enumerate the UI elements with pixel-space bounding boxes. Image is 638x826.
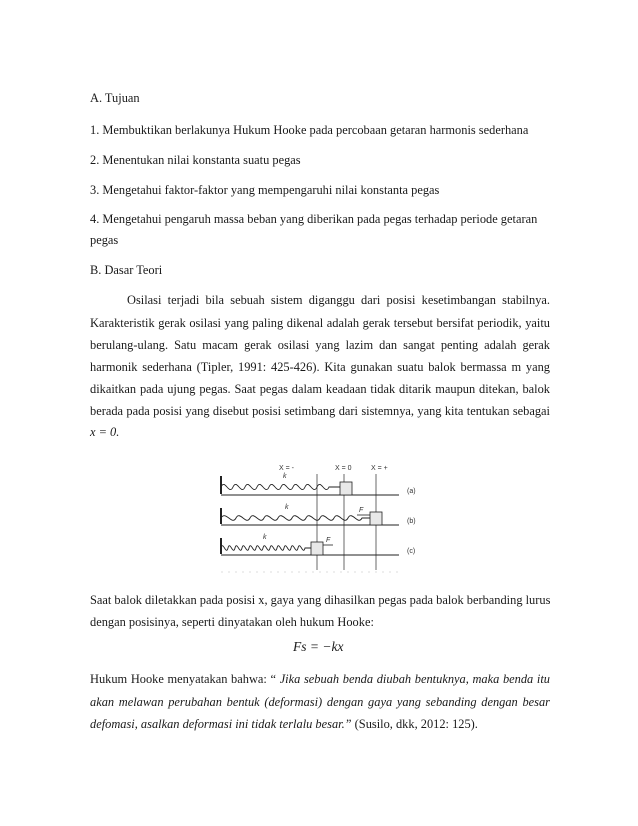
hooke-law-equation: Fs = −kx <box>293 639 344 654</box>
label-x-minus: X = - <box>279 465 294 472</box>
spring-label-b: k <box>285 504 289 511</box>
paragraph-1-line-4: harmonik sederhana (Tipler, 1991: 425-426). Kita gunakan suatu balok bermassa m yang <box>90 360 550 374</box>
paragraph-2-line-2: dengan posisinya, seperti dinyatakan oleh hukum Hooke: <box>90 615 374 629</box>
objective-item-4: 4. Mengetahui pengaruh massa beban yang diberikan pada pegas terhadap periode getaran <box>90 212 538 226</box>
spring-b <box>221 516 370 521</box>
section-a-heading: A. Tujuan <box>90 91 140 105</box>
force-label-b: F <box>359 507 364 514</box>
spring-label-c: k <box>263 534 267 541</box>
label-x-plus: X = + <box>371 465 388 472</box>
spring-c <box>221 546 311 551</box>
paragraph-1-line-1: Osilasi terjadi bila sebuah sistem diganggu dari posisi kesetimbangan stabilnya. <box>127 293 550 307</box>
objective-item-4-continued: pegas <box>90 233 119 247</box>
paragraph-1-line-5: dikaitkan pada ujung pegas. Saat pegas dalam keadaan tidak ditarik maupun ditekan, balok <box>90 382 550 396</box>
spring-mass-figure <box>213 458 445 578</box>
label-x-zero: X = 0 <box>335 465 352 472</box>
force-label-c: F <box>326 537 331 544</box>
paragraph-1-line-2: Karakteristik gerak osilasi yang paling dikenal adalah gerak tersebut bersifat periodik, yaitu <box>90 316 550 330</box>
paragraph-1-line-6: berada pada posisi yang disebut posisi setimbang dari sistemnya, yang kita tentukan sebagai <box>90 404 550 418</box>
paragraph-3-line-3 <box>90 716 478 732</box>
block-b <box>370 512 382 525</box>
paragraph-3-line-1 <box>90 671 550 687</box>
block-a <box>340 482 352 495</box>
paragraph-3-citation: (Susilo, dkk, 2012: 125). <box>351 717 478 731</box>
objective-item-1: 1. Membuktikan berlakunya Hukum Hooke pada percobaan getaran harmonis sederhana <box>90 123 529 137</box>
objective-item-3: 3. Mengetahui faktor-faktor yang mempengaruhi nilai konstanta pegas <box>90 183 440 197</box>
paragraph-2-line-1: Saat balok diletakkan pada posisi x, gaya yang dihasilkan pegas pada balok berbanding lurus <box>90 593 551 607</box>
paragraph-3-prefix: Hukum Hooke menyatakan bahwa: “ <box>90 672 280 686</box>
paragraph-1-line-3: berulang-ulang. Satu macam gerak osilasi yang lazim dan sangat penting adalah gerak <box>90 338 550 352</box>
row-label-b: (b) <box>407 518 416 525</box>
paragraph-3-quote-3: defomasi, asalkan deformasi ini tidak terlalu besar.” <box>90 717 352 731</box>
row-label-c: (c) <box>407 548 416 555</box>
paragraph-3-line-2 <box>90 694 550 710</box>
section-b-heading: B. Dasar Teori <box>90 263 163 277</box>
block-c <box>311 542 323 555</box>
objective-item-2: 2. Menentukan nilai konstanta suatu pegas <box>90 153 301 167</box>
spring-label-a: k <box>283 473 287 480</box>
row-label-a: (a) <box>407 488 416 495</box>
paragraph-3-quote-1: Jika sebuah benda diubah bentuknya, maka benda itu <box>279 672 550 686</box>
equation-x-equals-zero: x = 0. <box>90 425 120 439</box>
paragraph-3-quote-2: akan melawan perubahan bentuk (deformasi) dengan gaya yang sebanding dengan besar <box>90 695 550 709</box>
spring-a <box>221 484 340 489</box>
